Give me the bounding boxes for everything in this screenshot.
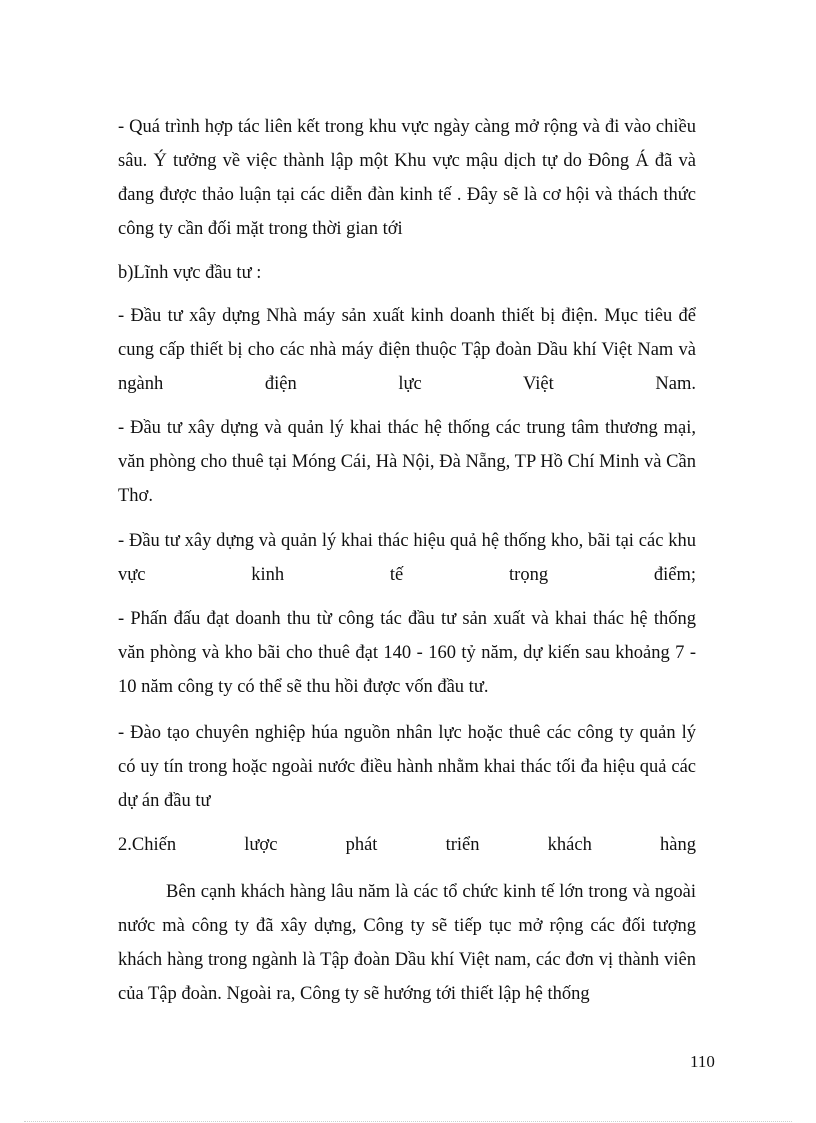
page-number: 110 (690, 1052, 715, 1071)
section-heading-customer-strategy: 2.Chiến lược phát triển khách hàng (118, 835, 696, 855)
paragraph-commercial-centers: - Đầu tư xây dựng và quản lý khai thác hệ thống các trung tâm thương mại, văn phòng cho thuê tại Móng Cái, Hà Nội, Đà Nẵng, TP Hồ Chí Minh và Cần Thơ. (118, 418, 696, 506)
page-bottom-divider (24, 1121, 792, 1122)
paragraph-electrical-equipment-factory: - Đầu tư xây dựng Nhà máy sản xuất kinh doanh thiết bị điện. Mục tiêu để cung cấp thiết bị cho các nhà máy điện thuộc Tập đoàn Dầu khí Việt Nam và ngành điện lực Việt Nam. (118, 306, 696, 394)
paragraph-revenue-target: - Phấn đấu đạt doanh thu từ công tác đầu tư sản xuất và khai thác hệ thống văn phòng và kho bãi cho thuê đạt 140 - 160 tỷ năm, dự kiến sau khoảng 7 - 10 năm công ty có thể sẽ thu hồi được vốn đầu tư. (118, 609, 696, 697)
paragraph-warehouses: - Đầu tư xây dựng và quản lý khai thác hiệu quả hệ thống kho, bãi tại các khu vực kinh tế trọng điểm; (118, 531, 696, 585)
paragraph-professional-training: - Đào tạo chuyên nghiệp húa nguồn nhân lực hoặc thuê các công ty quản lý có uy tín trong hoặc ngoài nước điều hành nhằm khai thác tối đa hiệu quả các dự án đầu tư (118, 723, 696, 811)
paragraph-customer-development: Bên cạnh khách hàng lâu năm là các tổ chức kinh tế lớn trong và ngoài nước mà công ty đã xây dựng, Công ty sẽ tiếp tục mở rộng các đối tượng khách hàng trong ngành là Tập đoàn Dầu khí Việt nam, các đơn vị thành viên của Tập đoàn. Ngoài ra, Công ty sẽ hướng tới thiết lập hệ thống (118, 882, 696, 1004)
paragraph-regional-cooperation: - Quá trình hợp tác liên kết trong khu vực ngày càng mở rộng và đi vào chiều sâu. Ý tưởng về việc thành lập một Khu vực mậu dịch tự do Đông Á đã và đang được thảo luận tại các diễn đàn kinh tế . Đây sẽ là cơ hội và thách thức công ty cần đối mặt trong thời gian tới (118, 117, 696, 239)
section-heading-investment-field: b)Lĩnh vực đầu tư : (118, 263, 262, 283)
